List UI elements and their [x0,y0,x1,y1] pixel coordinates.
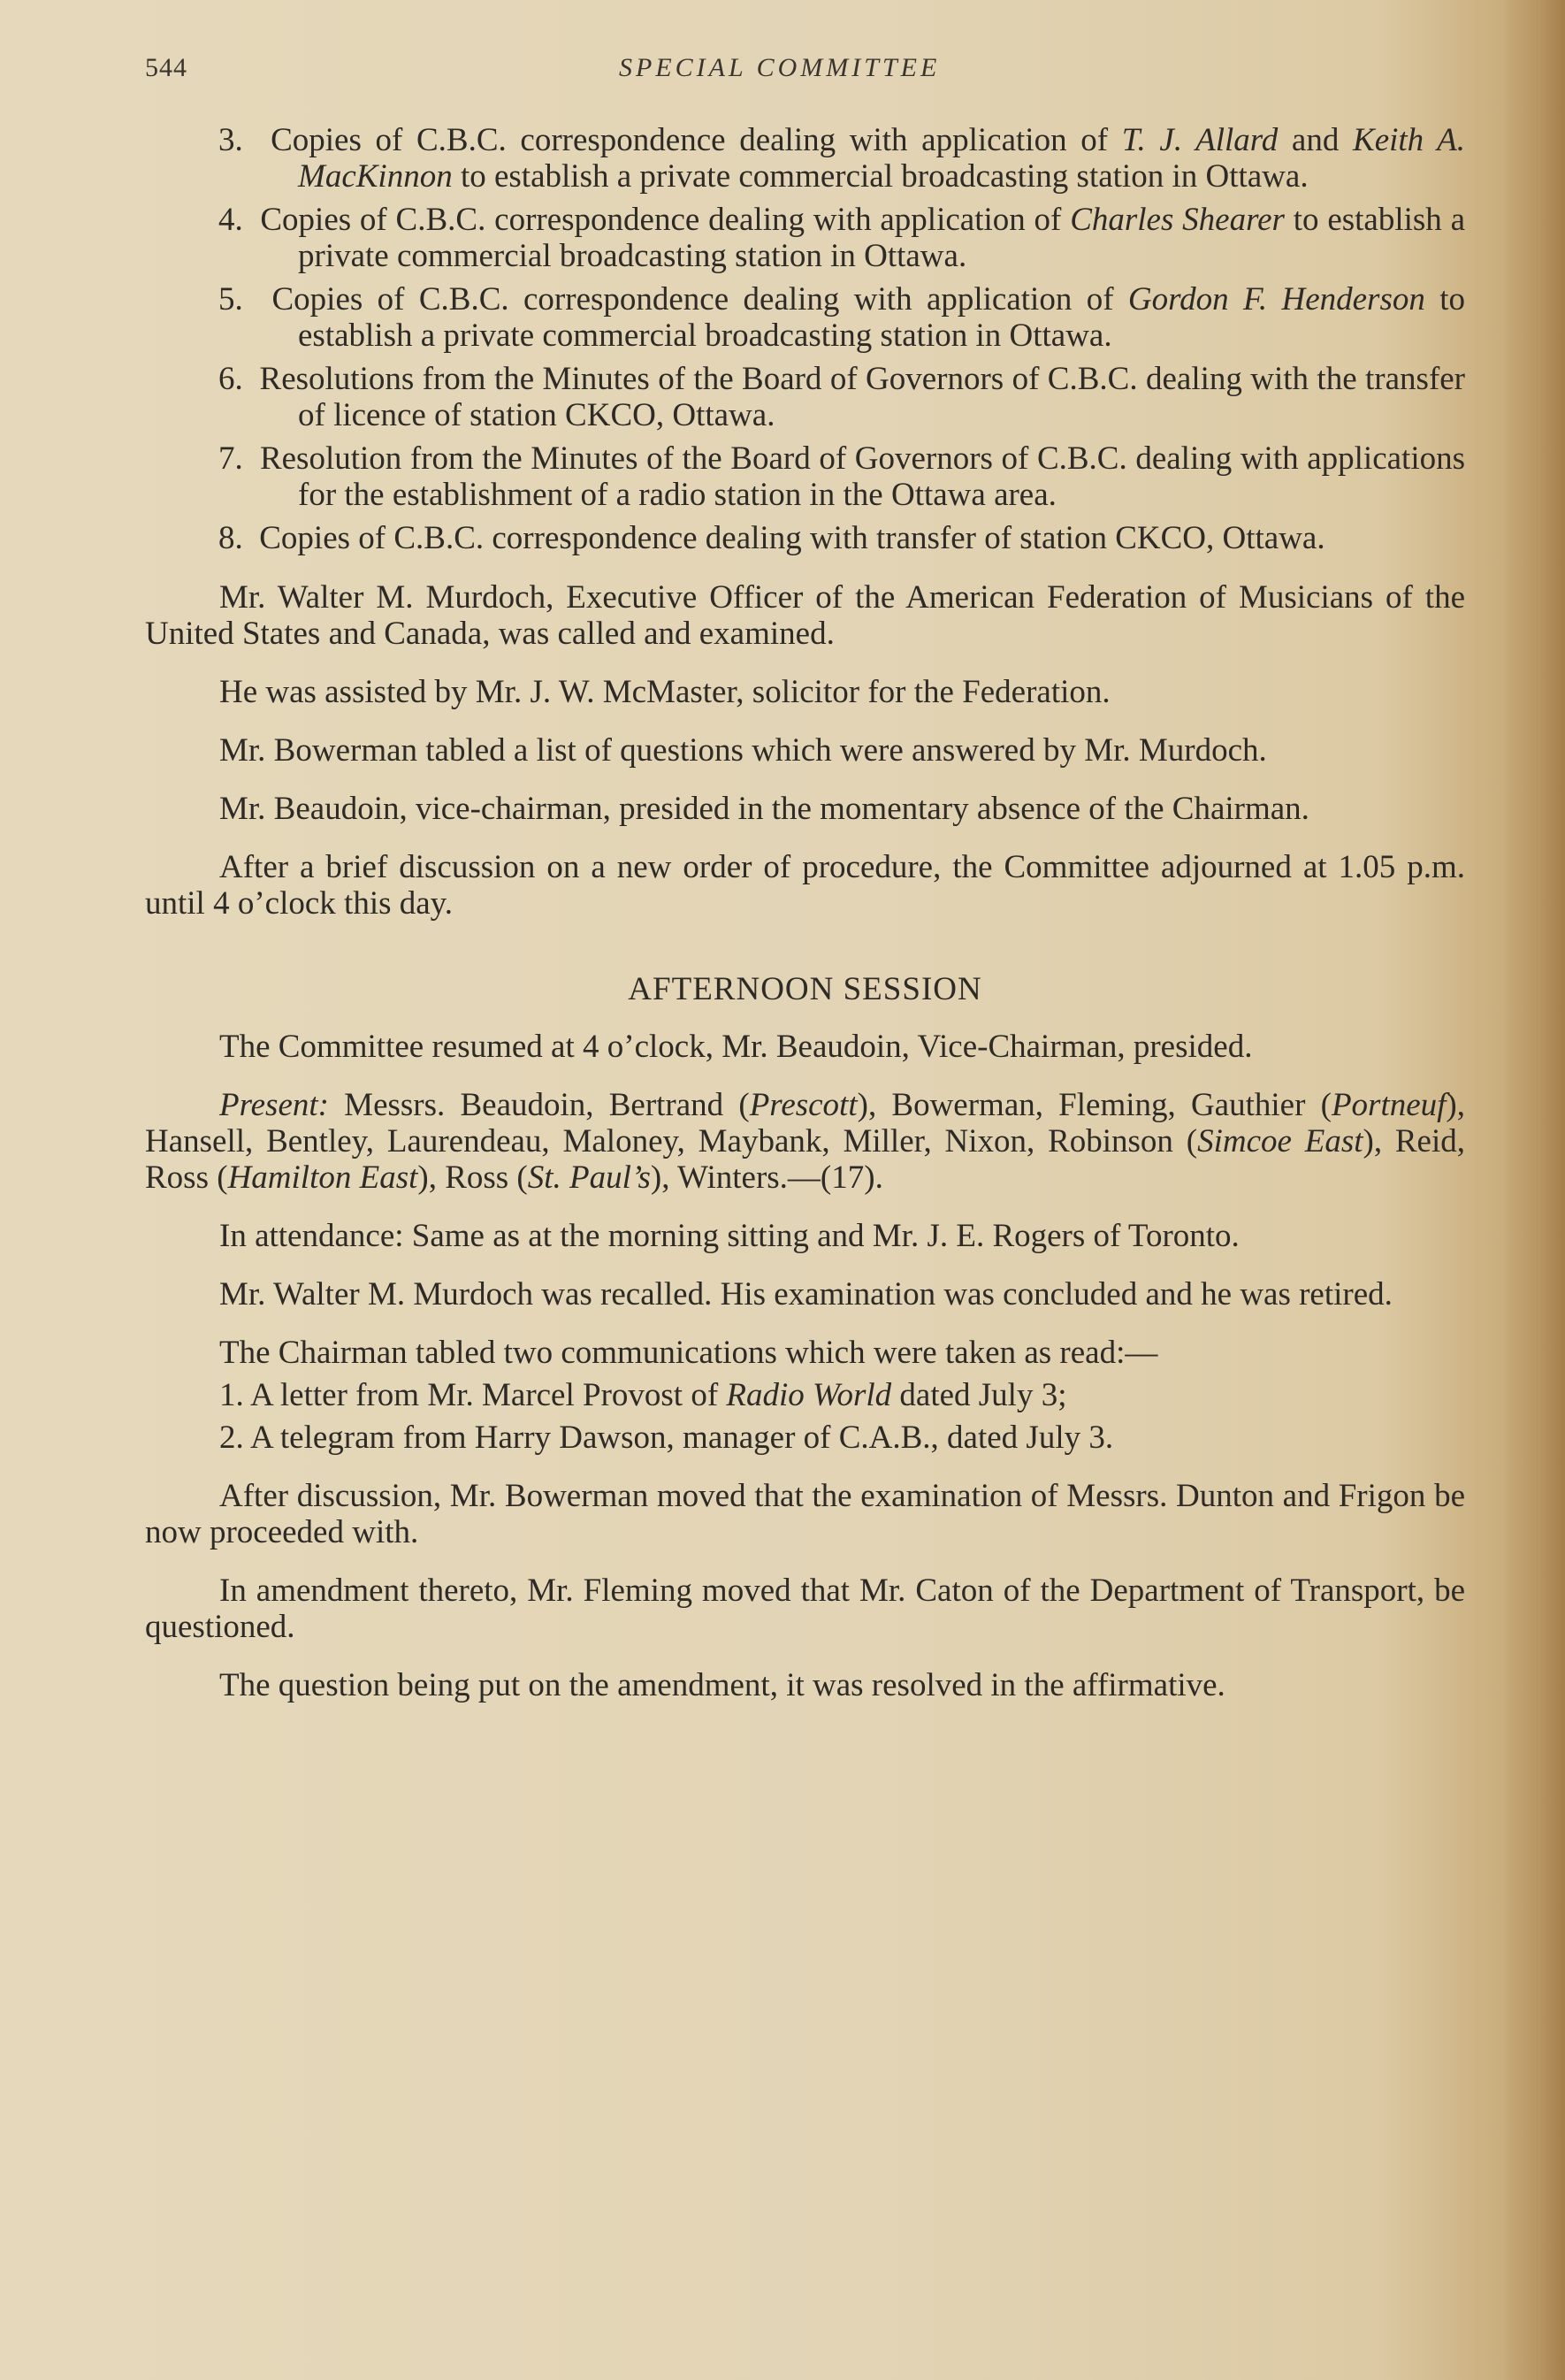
members-present [145,1087,1465,1196]
communication-item: 2. A telegram from Harry Dawson, manager of C.A.B., dated July 3. [219,1420,1114,1456]
paragraph: The question being put on the amendment, it was resolved in the affirmative. [219,1667,1225,1703]
present-text: ), Ross ( [417,1159,528,1196]
list-item [145,361,1465,433]
item-text: Copies of C.B.C. correspondence dealing with application of [260,202,1071,238]
present-text: ), Winters.—(17). [650,1159,883,1196]
paragraph: Mr. Walter M. Murdoch, Executive Officer of the American Federation of Musicians of the United States and Canada, was called and examined. [145,579,1465,652]
page-edge-discoloration [1503,0,1565,2380]
riding-name: Portneuf [1331,1087,1447,1123]
item-number: 3. [218,122,243,158]
paragraph: The Chairman tabled two communications which were taken as read:— [219,1335,1158,1371]
present-label: Present: [219,1087,329,1123]
page-number: 544 [145,53,187,82]
communication-item [145,1377,1465,1413]
paragraph: In amendment thereto, Mr. Fleming moved that Mr. Caton of the Department of Transport, be questioned. [145,1573,1465,1645]
item-number: 5. [218,281,243,318]
item-text: to establish a private commercial broadcasting station in Ottawa. [298,281,1465,354]
item-name: T. J. Allard [1121,122,1279,158]
paragraph: Mr. Walter M. Murdoch was recalled. His examination was concluded and he was retired. [219,1276,1393,1312]
paragraph: He was assisted by Mr. J. W. McMaster, solicitor for the Federation. [219,674,1111,710]
present-text: ), Reid, Ross ( [145,1123,1466,1196]
riding-name: Simcoe East [1197,1123,1363,1159]
item-text: Copies of C.B.C. correspondence dealing with application of [271,281,1128,318]
item-text: to establish a private commercial broadcasting station in Ottawa. [452,158,1309,195]
item-name: Charles Shearer [1070,202,1285,238]
item-text: Copies of C.B.C. correspondence dealing with transfer of station CKCO, Ottawa. [259,520,1325,556]
paragraph: Mr. Beaudoin, vice-chairman, presided in the momentary absence of the Chairman. [219,791,1309,827]
list-item [145,440,1465,513]
item-text: Resolution from the Minutes of the Board of Governors of C.B.C. dealing with applications for the establishment of a radio station in the Ottawa area. [259,440,1465,513]
item-text: Copies of C.B.C. correspondence dealing with application of [271,122,1122,158]
item-number: 6. [218,361,243,397]
item-number: 7. [218,440,243,477]
present-text: Messrs. Beaudoin, Bertrand ( [328,1087,750,1123]
communication-text: 1. A letter from Mr. Marcel Provost of [219,1377,727,1413]
paragraph: The Committee resumed at 4 o’clock, Mr. Beaudoin, Vice-Chairman, presided. [219,1029,1253,1065]
item-text: Resolutions from the Minutes of the Board of Governors of C.B.C. dealing with the transfer of licence of station CKCO, Ottawa. [259,361,1466,433]
paragraph: After a brief discussion on a new order of procedure, the Committee adjourned at 1.05 p.m. until 4 o’clock this day. [145,849,1465,922]
item-name: Keith A. MacKinnon [298,122,1466,195]
item-text: to establish a private commercial broadcasting station in Ottawa. [298,202,1466,274]
item-text: and [1278,122,1354,158]
running-head: SPECIAL COMMITTEE [619,53,941,82]
page-body [145,122,1465,1726]
riding-name: Hamilton East [227,1159,418,1196]
present-text: ), Bowerman, Fleming, Gauthier ( [857,1087,1332,1123]
paragraph: Mr. Bowerman tabled a list of questions which were answered by Mr. Murdoch. [219,732,1267,769]
riding-name: Prescott [749,1087,858,1123]
paragraph: After discussion, Mr. Bowerman moved that the examination of Messrs. Dunton and Frigon be now proceeded with. [145,1478,1465,1550]
list-item [145,202,1465,274]
list-item [145,281,1465,354]
list-item [145,122,1465,195]
present-text: ), Hansell, Bentley, Laurendeau, Maloney, Maybank, Miller, Nixon, Robinson ( [145,1087,1465,1159]
publication-name: Radio World [726,1377,892,1413]
riding-name: St. Paul’s [527,1159,651,1196]
communication-text: dated July 3; [891,1377,1067,1413]
item-name: Gordon F. Henderson [1127,281,1425,318]
item-number: 8. [218,520,243,556]
paragraph: In attendance: Same as at the morning sitting and Mr. J. E. Rogers of Toronto. [219,1218,1240,1254]
section-heading: AFTERNOON SESSION [628,971,982,1007]
item-number: 4. [218,202,243,238]
list-item [145,520,1465,556]
